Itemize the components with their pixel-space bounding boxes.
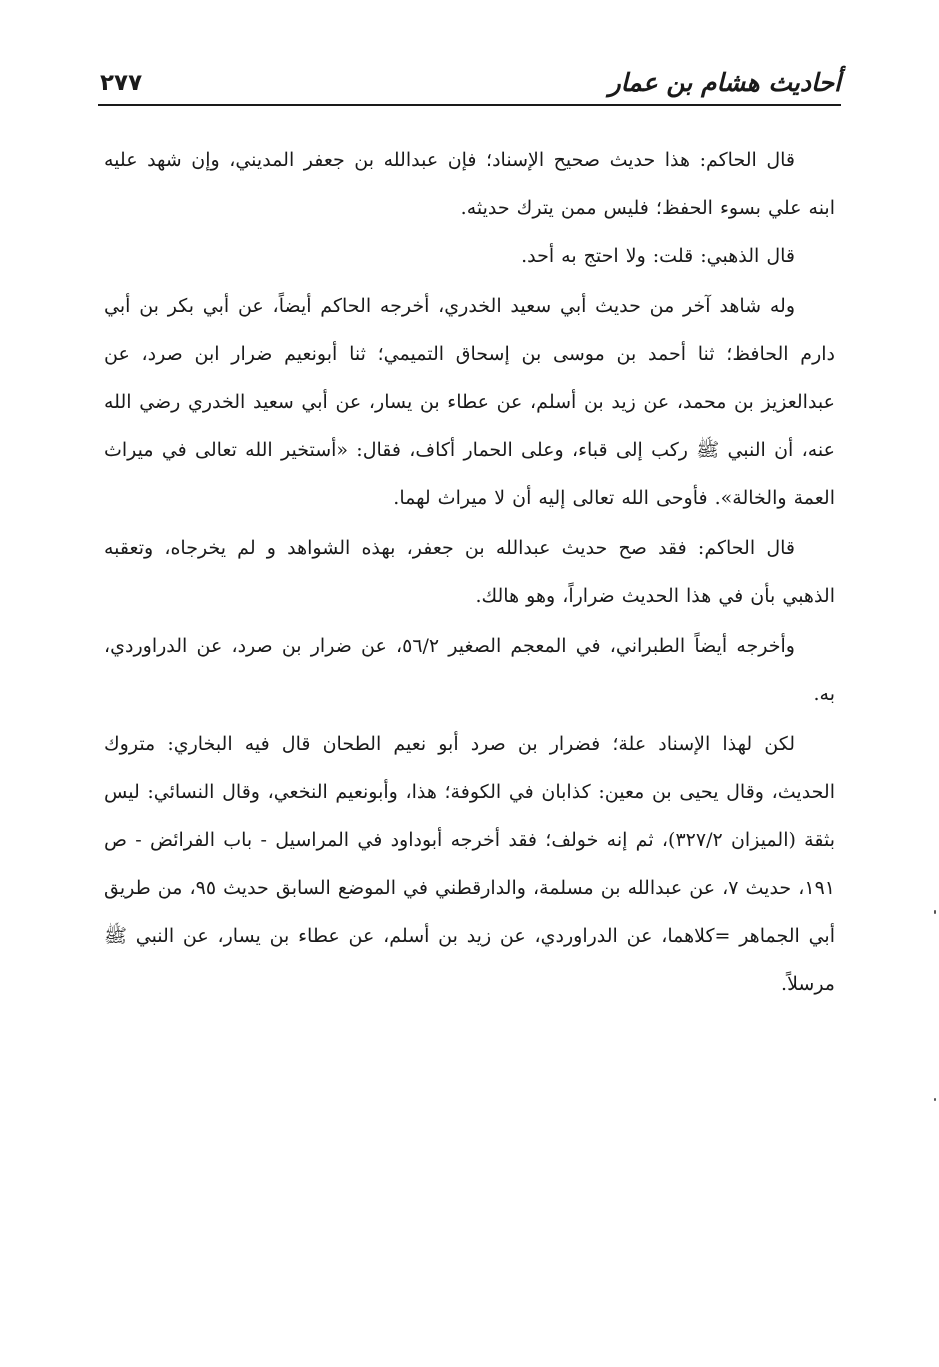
paragraph-hakim-authentication: قال الحاكم: فقد صح حديث عبدالله بن جعفر، بهذه الشواهد و لم يخرجاه، وتعقبه الذهبي بأن في هذا الحديث ضراراً، وهو هالك. <box>104 537 835 607</box>
scan-speck <box>934 910 936 914</box>
page-body <box>104 136 835 1008</box>
paragraph-hakim-ruling: قال الحاكم: هذا حديث صحيح الإسناد؛ فإن عبدالله بن جعفر المديني، وإن شهد عليه ابنه علي بسوء الحفظ؛ فليس ممن يترك حديثه. <box>104 149 835 219</box>
book-title: أحاديث هشام بن عمار <box>608 68 841 97</box>
paragraph-tabarani-narration: وأخرجه أيضاً الطبراني، في المعجم الصغير ٥٦/٢، عن ضرار بن صرد، عن الدراوردي، به. <box>104 635 835 705</box>
paragraph-supporting-hadith: وله شاهد آخر من حديث أبي سعيد الخدري، أخرجه الحاكم أيضاً، عن أبي بكر بن أبي دارم الحافظ؛ ثنا أحمد بن موسى بن إسحاق التميمي؛ ثنا أبونعيم ضرار ابن صرد، عن عبدالعزيز بن محمد، عن زيد بن أسلم، عن عطاء بن يسار، عن أبي سعيد الخدري رضي الله عنه، أن النبي ﷺ ركب إلى قباء، وعلى الحمار أكاف، فقال: «أستخير الله تعالى في ميراث العمة والخالة». فأوحى الله تعالى إليه أن لا ميراث لهما. <box>104 295 835 509</box>
header-divider <box>98 104 841 106</box>
paragraph-isnad-defect: لكن لهذا الإسناد علة؛ فضرار بن صرد أبو نعيم الطحان قال فيه البخاري: متروك الحديث، وقال يحيى بن معين: كذابان في الكوفة؛ هذا، وأبونعيم النخعي، وقال النسائي: ليس بثقة (الميزان ٣٢٧/٢)، ثم إنه خولف؛ فقد أخرجه أبوداود في المراسيل - باب الفرائض - ص ١٩١، حديث ٧، عن عبدالله بن مسلمة، والدارقطني في الموضع السابق حديث ٩٥، من طريق أبي الجماهر =كلاهما، عن الدراوردي، عن زيد بن أسلم، عن عطاء بن يسار، عن النبي ﷺ مرسلاً. <box>104 733 835 995</box>
page-header <box>100 58 841 104</box>
paragraph-dhahabi-comment: قال الذهبي: قلت: ولا احتج به أحد. <box>521 245 795 267</box>
scan-speck <box>934 1098 936 1101</box>
page-number: ٢٧٧ <box>100 70 143 96</box>
